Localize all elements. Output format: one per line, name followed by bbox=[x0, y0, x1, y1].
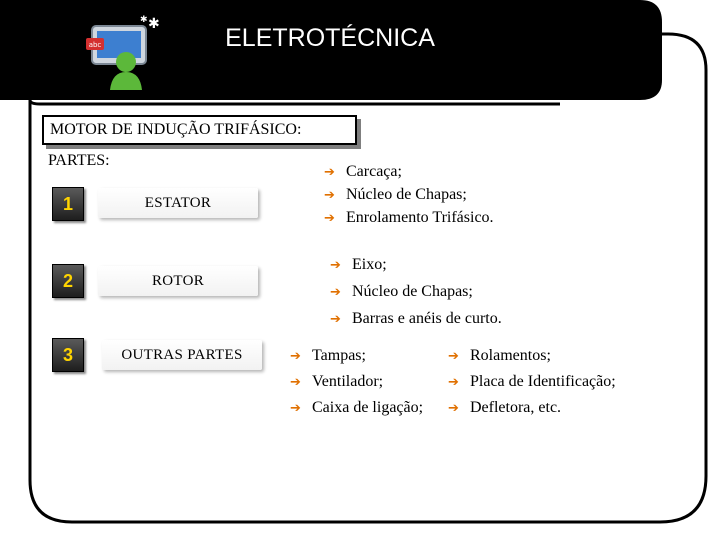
parts-label: PARTES: bbox=[48, 152, 110, 169]
part-number-2: 2 bbox=[52, 264, 84, 298]
part-3-item: ➔ Tampas; bbox=[290, 347, 366, 364]
arrow-icon: ➔ bbox=[448, 349, 459, 364]
part-2-item: ➔ Eixo; bbox=[330, 256, 387, 273]
part-number-1: 1 bbox=[52, 187, 84, 221]
part-name-2: ROTOR bbox=[98, 266, 258, 296]
part-2-item: ➔ Núcleo de Chapas; bbox=[330, 283, 473, 300]
svg-text:abc: abc bbox=[88, 41, 102, 49]
part-3-item: ➔ Rolamentos; bbox=[448, 347, 551, 364]
part-3-item: ➔ Ventilador; bbox=[290, 373, 384, 390]
arrow-icon: ➔ bbox=[324, 188, 335, 203]
arrow-icon: ➔ bbox=[290, 349, 301, 364]
part-name-3: OUTRAS PARTES bbox=[102, 340, 262, 370]
part-2-item: ➔ Barras e anéis de curto. bbox=[330, 310, 502, 327]
arrow-icon: ➔ bbox=[330, 258, 341, 273]
part-1-item: ➔ Núcleo de Chapas; bbox=[324, 186, 467, 203]
page-title: ELETROTÉCNICA bbox=[225, 24, 435, 52]
part-name-1: ESTATOR bbox=[98, 188, 258, 218]
arrow-icon: ➔ bbox=[290, 375, 301, 390]
arrow-icon: ➔ bbox=[448, 401, 459, 416]
section-title-box bbox=[42, 115, 357, 145]
arrow-icon: ➔ bbox=[330, 312, 341, 327]
arrow-icon: ➔ bbox=[330, 285, 341, 300]
arrow-icon: ➔ bbox=[324, 165, 335, 180]
arrow-icon: ➔ bbox=[290, 401, 301, 416]
arrow-icon: ➔ bbox=[324, 211, 335, 226]
part-3-item: ➔ Placa de Identificação; bbox=[448, 373, 616, 390]
arrow-icon: ➔ bbox=[448, 375, 459, 390]
part-3-item: ➔ Defletora, etc. bbox=[448, 399, 562, 416]
section-title: MOTOR DE INDUÇÃO TRIFÁSICO: bbox=[50, 121, 302, 138]
svg-text:✱: ✱ bbox=[140, 15, 148, 25]
svg-text:✱: ✱ bbox=[148, 16, 160, 32]
part-3-item: ➔ Caixa de ligação; bbox=[290, 399, 424, 416]
part-number-3: 3 bbox=[52, 338, 84, 372]
part-1-item: ➔ Carcaça; bbox=[324, 163, 402, 180]
part-1-item: ➔ Enrolamento Trifásico. bbox=[324, 209, 494, 226]
